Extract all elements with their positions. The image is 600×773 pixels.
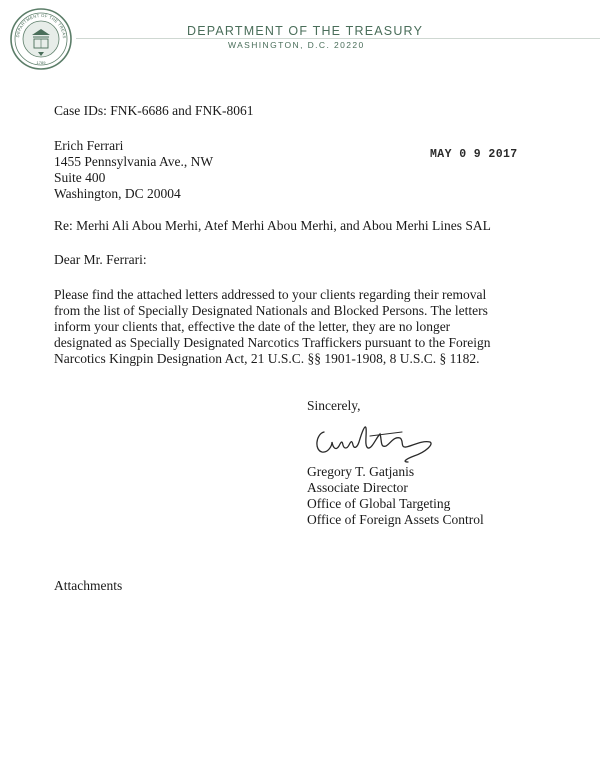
- letter-body: [54, 287, 534, 367]
- seal-text: DEPARTMENT OF THE TREAS: [15, 12, 68, 39]
- signer-agency: Office of Foreign Assets Control: [307, 512, 484, 527]
- recipient-street: 1455 Pennsylvania Ave., NW: [54, 154, 214, 169]
- recipient-name: Erich Ferrari: [54, 138, 124, 153]
- signer-office: Office of Global Targeting: [307, 496, 451, 511]
- letterhead-rule: [76, 38, 600, 39]
- handwritten-signature: [310, 418, 445, 468]
- body-line: inform your clients that, effective the date of the letter, they are no longer: [54, 319, 451, 334]
- recipient-address: [54, 138, 213, 202]
- closing: Sincerely,: [307, 398, 361, 413]
- department-address: WASHINGTON, D.C. 20220: [228, 40, 365, 50]
- treasury-seal-icon: [10, 8, 72, 70]
- body-line: Please find the attached letters addressed to your clients regarding their removal: [54, 287, 487, 302]
- signer-name: Gregory T. Gatjanis: [307, 464, 415, 479]
- attachments-label: Attachments: [54, 578, 123, 593]
- recipient-city: Washington, DC 20004: [54, 186, 181, 201]
- body-line: designated as Specially Designated Narcotics Traffickers pursuant to the Foreign: [54, 335, 491, 350]
- date-stamp: MAY 0 9 2017: [430, 148, 518, 161]
- re-line: Re: Merhi Ali Abou Merhi, Atef Merhi Abou Merhi, and Abou Merhi Lines SAL: [54, 218, 491, 233]
- body-line: Narcotics Kingpin Designation Act, 21 U.S.C. §§ 1901-1908, 8 U.S.C. § 1182.: [54, 351, 480, 366]
- body-line: from the list of Specially Designated Nationals and Blocked Persons. The letters: [54, 303, 488, 318]
- case-ids: Case IDs: FNK-6686 and FNK-8061: [54, 103, 254, 118]
- signer-title: Associate Director: [307, 480, 408, 495]
- signature-block: [307, 464, 484, 528]
- seal-year: 1789: [36, 60, 46, 65]
- department-title: DEPARTMENT OF THE TREASURY: [187, 24, 424, 38]
- recipient-suite: Suite 400: [54, 170, 106, 185]
- salutation: Dear Mr. Ferrari:: [54, 252, 147, 267]
